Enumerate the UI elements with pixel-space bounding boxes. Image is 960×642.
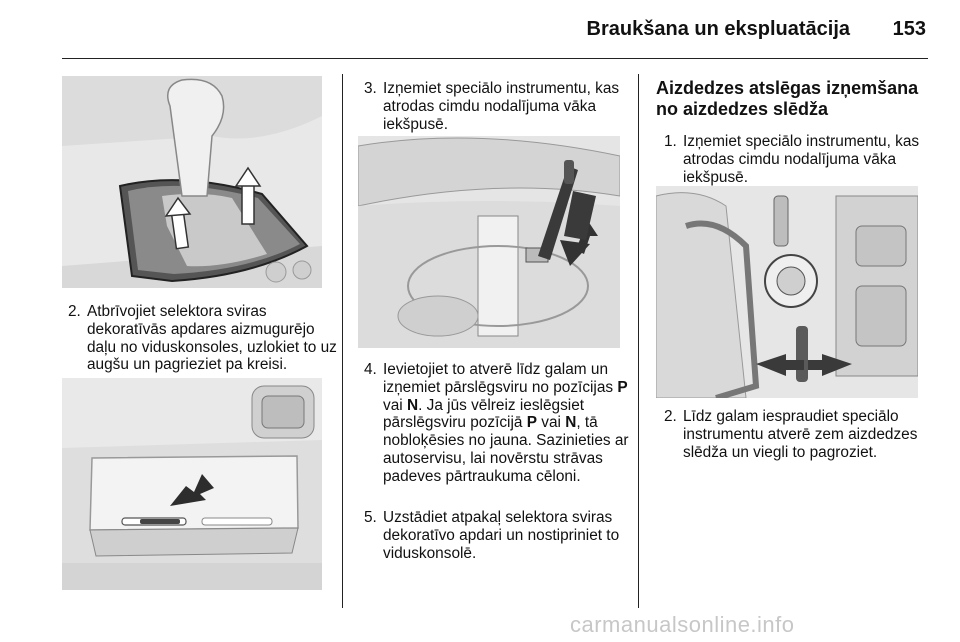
tool-insertion-illustration [358, 136, 620, 348]
step-2-release-trim [68, 303, 340, 374]
step-number: 5. [364, 509, 377, 526]
running-header-title: Braukšana un ekspluatācija [586, 18, 850, 40]
step-text: Izņemiet speciālo instrumentu, kas atrodas cimdu nodalījuma vāka iekšpusē. [383, 80, 620, 133]
step-number: 1. [664, 133, 677, 150]
glovebox-tool-illustration [62, 378, 322, 590]
step-number: 2. [664, 408, 677, 425]
column-divider-left [342, 74, 343, 608]
step-1-remove-tool [664, 133, 934, 186]
step-3-remove-tool [364, 80, 636, 133]
step-number: 2. [68, 303, 81, 320]
step-number: 3. [364, 80, 377, 97]
gear-selector-illustration [62, 76, 322, 288]
section-heading: Aizdedzes atslēgas izņemšana no aizdedzes slēdža [656, 78, 919, 119]
step-number: 4. [364, 361, 377, 378]
column-divider-right [638, 74, 639, 608]
step-5-reinstall-trim [364, 509, 636, 562]
page-number: 153 [892, 18, 926, 40]
step-text: Izņemiet speciālo instrumentu, kas atrodas cimdu nodalījuma vāka iekšpusē. [683, 133, 920, 186]
step-2-insert-tool-ignition [664, 408, 934, 461]
header-divider [62, 58, 928, 59]
step-4-insert-tool [364, 361, 636, 486]
step-text: Atbrīvojiet selektora sviras dekoratīvās apdares aizmugurējo daļu no viduskonsoles, uzlokiet to uz augšu un pagrieziet pa kreisi. [87, 303, 337, 374]
step-text: Līdz galam iespraudiet speciālo instrumentu atverē zem aizdedzes slēdža un viegli to pagroziet. [683, 408, 918, 461]
step-text: Uzstādiet atpakaļ selektora sviras dekoratīvo apdari un nostipriniet to viduskonsolē. [383, 509, 620, 562]
ignition-switch-illustration [656, 186, 918, 398]
step-text: Ievietojiet to atverē līdz galam un izņemiet pārslēgsviru no pozīcijas P vai N. Ja jūs vēlreiz ieslēgsiet pārslēgsviru pozīcijā P vai N, tā nobloķēsies no jauna. Sazinieties ar autoservisu, lai novērstu strāvas padeves pārtraukuma cēloni. [383, 361, 629, 485]
watermark: carmanualsonline.info [570, 612, 795, 637]
